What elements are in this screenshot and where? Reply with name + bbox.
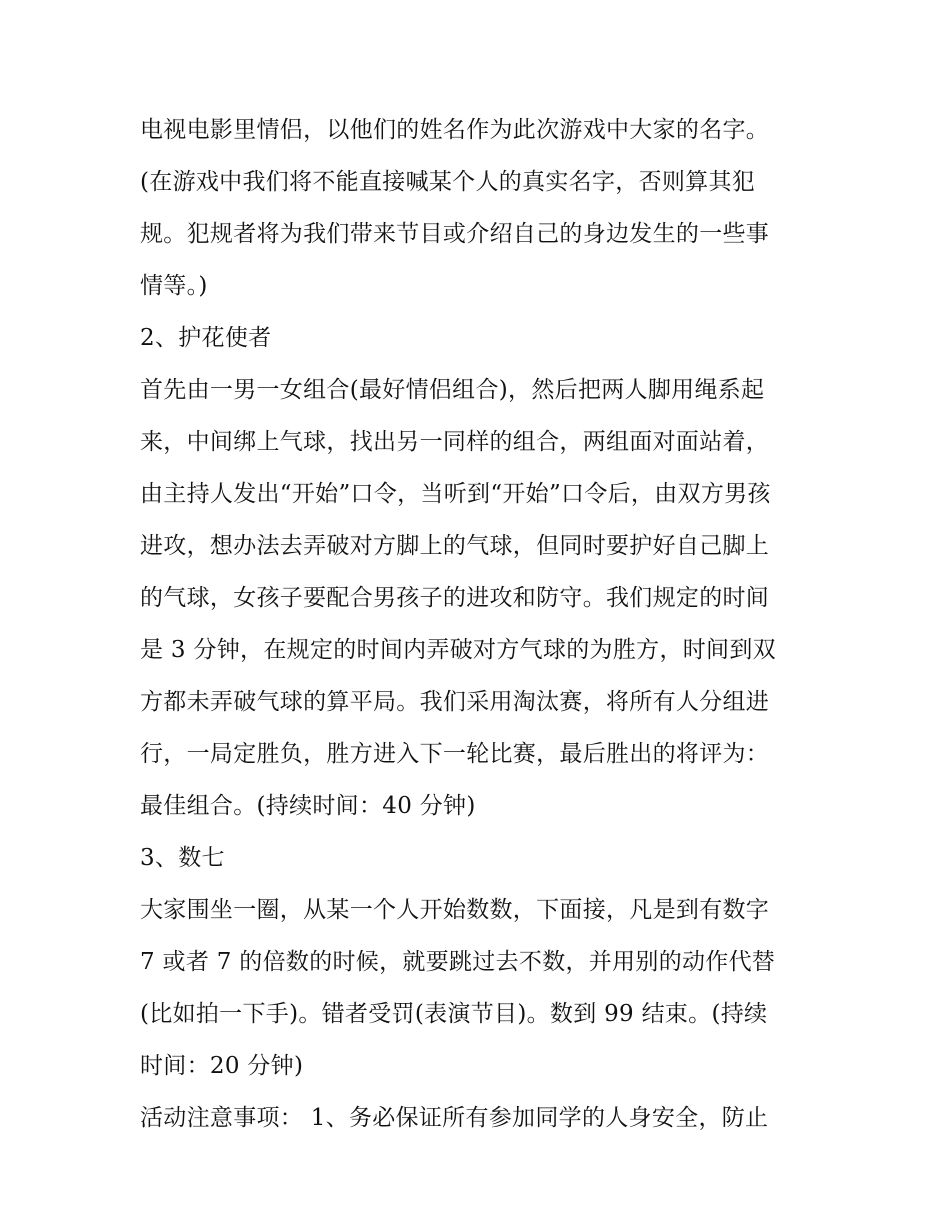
text-line: 首先由一男一女组合(最好情侣组合)，然后把两人脚用绳系起 [140,377,765,403]
text-line: 活动注意事项： 1、务必保证所有参加同学的人身安全，防止 [140,1105,769,1131]
text-line: 进攻，想办法去弄破对方脚上的气球，但同时要护好自己脚上 [140,533,770,559]
text-line: 情等。) [140,273,208,299]
text-line: 方都未弄破气球的算平局。我们采用淘汰赛，将所有人分组进 [140,689,770,715]
text-line: 的气球，女孩子要配合男孩子的进攻和防守。我们规定的时间 [140,585,770,611]
text-line: 7 或者 7 的倍数的时候，就要跳过去不数，并用别的动作代替 [140,949,776,975]
text-line: 规。犯规者将为我们带来节目或介绍自己的身边发生的一些事 [140,221,770,247]
text-line: 时间：20 分钟) [140,1053,304,1079]
section-heading-protect-flower: 2、护花使者 [140,325,272,351]
text-line: 大家围坐一圈，从某一个人开始数数，下面接，凡是到有数字 [140,897,770,923]
document-body [140,104,820,1144]
text-line: 电视电影里情侣，以他们的姓名作为此次游戏中大家的名字。 [140,117,770,143]
text-line: 是 3 分钟，在规定的时间内弄破对方气球的为胜方，时间到双 [140,637,776,663]
text-line: 来，中间绑上气球，找出另一同样的组合，两组面对面站着， [140,429,770,455]
section-heading-count-seven: 3、数七 [140,845,225,871]
text-line: (比如拍一下手)。错者受罚(表演节目)。数到 99 结束。(持续 [140,1001,768,1027]
text-line: 最佳组合。(持续时间：40 分钟) [140,793,476,819]
text-line: (在游戏中我们将不能直接喊某个人的真实名字，否则算其犯 [140,169,756,195]
text-line: 由主持人发出“开始”口令，当听到“开始”口令后，由双方男孩 [140,481,771,507]
text-line: 行，一局定胜负，胜方进入下一轮比赛，最后胜出的将评为： [140,741,770,767]
